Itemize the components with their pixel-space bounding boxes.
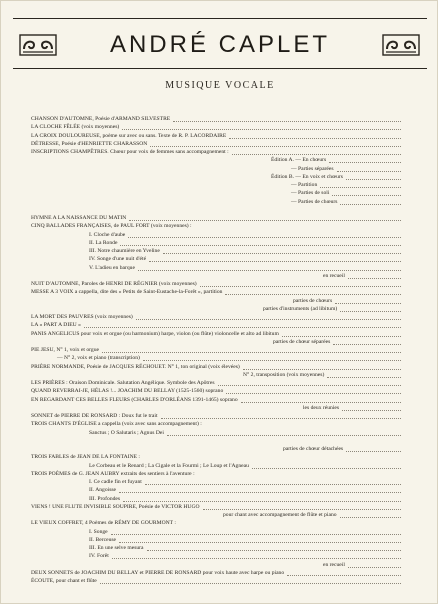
ornament-icon bbox=[19, 34, 57, 56]
entry-title: PRIÈRE NORMANDE, Poésie de JACQUES RÉCHOUET. N° 1, ton original (voix élevées) bbox=[31, 363, 240, 370]
ornament-right-icon bbox=[382, 34, 420, 56]
entry-title: MESSE A 3 VOIX a cappella, dite des « Petits de Saint-Eustache-la-Forêt », partition bbox=[31, 289, 223, 296]
entry-title: SONNET de PIERRE DE RONSARD : Doux fut le trait bbox=[31, 413, 158, 419]
dot-leader bbox=[138, 270, 401, 271]
dot-leader bbox=[229, 138, 401, 139]
dot-leader bbox=[243, 369, 401, 370]
entry-title: CINQ BALLADES FRANÇAISES, de PAUL FORT (voix moyennes) : bbox=[31, 223, 192, 230]
entry-title: II. La Ronde bbox=[89, 239, 118, 246]
dot-leader bbox=[163, 253, 401, 254]
dot-leader bbox=[337, 171, 401, 172]
dot-leader bbox=[232, 154, 401, 155]
dot-leader bbox=[129, 220, 401, 221]
entry-title: IV. Songe d'une nuit d'été bbox=[89, 256, 147, 263]
entry-title: Édition A. — En chœurs bbox=[271, 157, 327, 164]
dot-leader bbox=[123, 501, 401, 502]
dot-leader bbox=[342, 410, 401, 411]
entry-title: DÉTRESSE, Poésie d'HENRIETTE CHARASSON bbox=[31, 140, 148, 147]
entry-title: III. En une selve mesura bbox=[89, 545, 144, 551]
entry-title: LA CLOCHE FÊLÉE (voix moyennes) bbox=[31, 124, 120, 131]
dot-leader bbox=[112, 558, 401, 559]
dot-leader bbox=[225, 294, 401, 295]
entry-title: II. Berceuse bbox=[89, 536, 117, 543]
dot-leader bbox=[120, 245, 401, 246]
dot-leader bbox=[333, 344, 401, 345]
entry-title: LES PRIÈRES : Oraison Dominicale. Salutation Angélique. Symbole des Apôtres bbox=[31, 380, 215, 386]
entry-title: DEUX SONNETS de JOACHIM DU BELLAY et PIERRE DE RONSARD pour voix haute avec harpe ou piano bbox=[31, 569, 285, 576]
entry-title: LA « PART A DIEU » bbox=[31, 322, 81, 329]
catalogue-entry bbox=[1, 577, 438, 586]
dot-leader bbox=[173, 121, 401, 122]
page-subtitle: MUSIQUE VOCALE bbox=[165, 80, 275, 91]
entry-title: I. Cloche d'aube bbox=[89, 231, 126, 238]
entry-title: — N° 2, voix et piano (transcription) bbox=[57, 355, 140, 362]
dot-leader bbox=[320, 187, 401, 188]
entry-title: — Parties de soli bbox=[291, 190, 330, 197]
entry-title: NUIT D'AUTOMNE, Paroles de HENRI DE RÉGNIER (voix moyennes) bbox=[31, 281, 197, 287]
dot-leader bbox=[340, 311, 401, 312]
dot-leader bbox=[218, 385, 402, 386]
dot-leader bbox=[340, 204, 401, 205]
entry-title: I. Ce cadle fin et fuyant bbox=[89, 479, 142, 485]
composer-name: ANDRÉ CAPLET bbox=[109, 31, 331, 58]
dot-leader bbox=[287, 575, 401, 576]
entry-title: en recueil bbox=[323, 272, 345, 279]
entry-title: — Parties séparées bbox=[291, 165, 334, 172]
dot-leader bbox=[346, 451, 401, 452]
entry-title: IV. Forêt bbox=[89, 553, 109, 560]
dot-leader bbox=[111, 534, 401, 535]
dot-leader bbox=[329, 162, 401, 163]
dot-leader bbox=[161, 418, 401, 419]
dot-leader bbox=[102, 352, 401, 353]
entry-title: CHANSON D'AUTOMNE, Poésie d'ARMAND SILVESTRE bbox=[31, 116, 171, 122]
entry-title: LA MORT DES PAUVRES (voix moyennes) bbox=[31, 314, 133, 320]
entry-title: Édition B. — En voix et chœurs bbox=[271, 173, 343, 180]
entry-title: en recueil bbox=[323, 561, 345, 568]
dot-leader bbox=[226, 393, 401, 394]
dot-leader bbox=[147, 550, 401, 551]
entry-title: TROIS CHANTS D'ÉGLISE a cappella (voix avec sans accompagnement) : bbox=[31, 421, 202, 428]
dot-leader bbox=[128, 237, 401, 238]
entry-title: les deux réunies bbox=[303, 404, 340, 411]
dot-leader bbox=[136, 319, 401, 320]
entry-title: Le Corbeau et le Renard ; La Cigale et la Fourmi ; Le Loup et l'Agneau bbox=[89, 462, 249, 469]
entry-title: VIENS ! UNE FLUTE INVISIBLE SOUPIRE, Poésie de VICTOR HUGO bbox=[31, 503, 200, 510]
dot-leader bbox=[84, 327, 401, 328]
dot-leader bbox=[149, 261, 401, 262]
entry-title: — Partition bbox=[291, 182, 318, 188]
dot-leader bbox=[282, 336, 401, 337]
entry-title: PANIS ANGELICUS pour voix et orgue (ou harmonium) harpe, violon (ou flûte) violoncelle et alto ad libitum bbox=[31, 330, 279, 337]
dot-leader bbox=[346, 179, 401, 180]
dot-leader bbox=[145, 484, 401, 485]
dot-leader bbox=[335, 303, 401, 304]
entry-title: — Parties de chœurs bbox=[291, 198, 338, 205]
entry-title: INSCRIPTIONS CHAMPÊTRES. Chœur pour voix de femmes sans accompagnement : bbox=[31, 149, 229, 155]
entry-title: V. L'adieu en barque bbox=[89, 264, 135, 271]
entry-title: LE VIEUX COFFRET, 4 Poèmes de RÉMY DE GOURMONT : bbox=[31, 520, 176, 527]
entry-title: I. Songe bbox=[89, 528, 108, 535]
entry-title: QUAND REVERRAI-JE, HÉLAS !... JOACHIM DU BELLAY (1525-1560) soprano bbox=[31, 388, 224, 395]
dot-leader bbox=[348, 278, 401, 279]
dot-leader bbox=[143, 360, 401, 361]
entry-title: parties d'instruments (ad libitum) bbox=[263, 305, 338, 312]
dot-leader bbox=[119, 542, 401, 543]
ornament-icon bbox=[382, 34, 420, 56]
entry-title: parties de chœur séparées bbox=[273, 338, 331, 345]
entry-title: EN REGARDANT CES BELLES FLEURS (CHARLES D'ORLÉANS 1391-1465) soprano bbox=[31, 396, 238, 403]
top-rule bbox=[13, 18, 427, 19]
dot-leader bbox=[122, 129, 401, 130]
entry-title: II. Angoisse bbox=[89, 487, 117, 494]
entry-title: III. Notre chaumière en Yveline bbox=[89, 248, 160, 254]
entry-title: III. Profondes bbox=[89, 495, 121, 502]
ornament-left-icon bbox=[19, 34, 57, 56]
entry-title: N° 2, transposition (voix moyennes) bbox=[243, 371, 325, 378]
header-rule bbox=[13, 68, 427, 69]
entry-title: pour chant avec accompagnement de flûte et piano bbox=[223, 512, 337, 518]
entry-title: parties de chœurs bbox=[293, 297, 333, 304]
entry-title: HYMNE A LA NAISSANCE DU MATIN bbox=[31, 215, 127, 221]
entry-title: ÉCOUTE, pour chant et flûte bbox=[31, 578, 97, 584]
entry-title: TROIS POÈMES de G. JEAN AUBRY extraits des sentiers à l'aventure : bbox=[31, 470, 195, 477]
entry-title: Sanctus ; O Salutaris ; Agnus Dei bbox=[89, 429, 164, 436]
dot-leader bbox=[327, 377, 401, 378]
dot-leader bbox=[167, 435, 401, 436]
dot-leader bbox=[348, 567, 401, 568]
dot-leader bbox=[241, 402, 401, 403]
dot-leader bbox=[119, 492, 401, 493]
dot-leader bbox=[203, 509, 401, 510]
entry-title: parties de chœur détachées bbox=[283, 446, 344, 452]
dot-leader bbox=[340, 517, 401, 518]
entry-title: LA CROIX DOULOUREUSE, poème sur avec ou sans. Texte de R. P. LACORDAIRE bbox=[31, 132, 227, 139]
dot-leader bbox=[150, 146, 401, 147]
dot-leader bbox=[252, 468, 401, 469]
entry-title: PIE JESU, N° 1, voix et orgue bbox=[31, 347, 100, 353]
entry-title: TROIS FABLES de JEAN DE LA FONTAINE : bbox=[31, 454, 140, 461]
dot-leader bbox=[100, 583, 401, 584]
dot-leader bbox=[200, 286, 401, 287]
dot-leader bbox=[332, 195, 401, 196]
